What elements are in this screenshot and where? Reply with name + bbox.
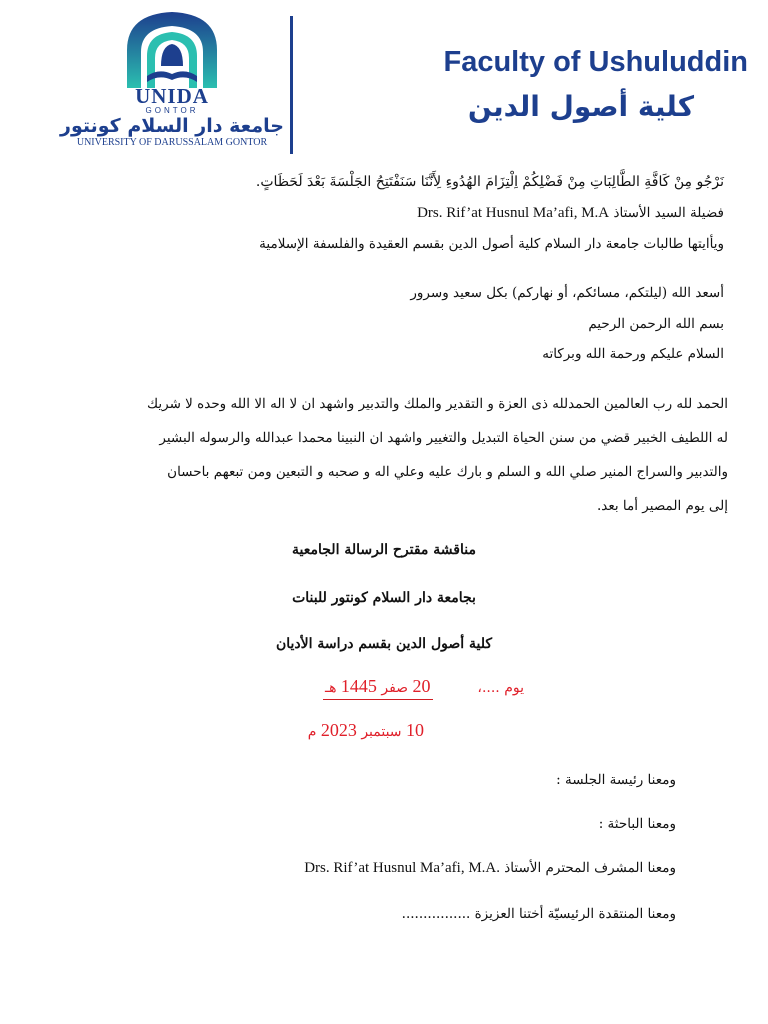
hijri-day: 20 [412,676,431,696]
title-line-2: بجامعة دار السلام كونتور للبنات [292,590,476,606]
unida-logo [56,10,288,158]
intro-line-1: نَرْجُو مِنْ كَافَّةِ الطَّالِبَاتِ مِنْ فَضْلِكُمْ اِلْتِزَامَ الهُدُوءِ لِأَنَّنَا سَنَفْتَتِحُ الجَلْسَةَ بَعْدَ لَحَظَاتٍ. [255,174,724,190]
faculty-title-ar: كلية أصول الدين [467,90,694,123]
greg-day: 10 [406,720,424,740]
intro-line-2 [417,203,724,223]
supervisor-title: ومعنا المشرف المحترم الأستاذ [504,860,676,876]
hijri-month: صفر [381,680,409,696]
praise-line-1: الحمد لله رب العالمين الحمدلله ذى العزة و التقدير والملك والتدبير واشهد ان لا اله الا الله وحده لا شريك [146,396,728,412]
attendance-researcher: ومعنا الباحثة : [598,816,676,832]
title-line-3: كلية أصول الدين بقسم دراسة الأديان [275,636,493,652]
hijri-suffix: هـ [324,680,337,696]
praise-line-3: والتدبير والسراج المنير صلي الله و السلم و بارك عليه وعلي اله و صحبه و التبعين ومن تبعهم باحسان [167,464,728,480]
intro-name: Drs. Rif’at Husnul Ma’afi, M.A [417,205,610,221]
greeting-line-3: السلام عليكم ورحمة الله وبركاته [542,346,724,362]
greg-month: سبتمبر [361,724,402,740]
attendance-examiner: ومعنا المنتقدة الرئيسيّة أختنا العزيزة ................ [401,906,676,922]
faculty-title-en: Faculty of Ushuluddin [443,46,748,78]
attendance-chair: ومعنا رئيسة الجلسة : [556,772,676,788]
hijri-year: 1445 [340,676,377,696]
day-label: يوم ....، [477,680,524,696]
logo-unida-text: UNIDA [135,84,209,108]
attendance-supervisor [304,860,676,877]
title-line-1: مناقشة مقترح الرسالة الجامعية [292,542,476,558]
logo-university-text: UNIVERSITY OF DARUSSALAM GONTOR [76,137,268,148]
intro-line-3: ويأايتها طالبات جامعة دار السلام كلية أصول الدين بقسم العقيدة والفلسفة الإسلامية [259,236,724,252]
supervisor-name: Drs. Rif’at Husnul Ma’afi, M.A. [304,860,500,876]
greeting-line-2: بسم الله الرحمن الرحيم [588,316,724,332]
greg-year: 2023 [320,720,357,740]
praise-line-2: له اللطيف الخبير قضي من سنن الحياة التبديل والتغيير واشهد ان النبينا محمدا عبدالله والرسوله البشير [159,430,728,446]
praise-line-4: إلى يوم المصير أما بعد. [596,498,728,514]
logo-arabic-text: جامعة دار السلام كونتور [60,115,284,137]
unida-emblem-icon [117,10,227,88]
logo-gontor-text: GONTOR [145,106,199,115]
greg-suffix: م [307,724,317,740]
greeting-line-1: أسعد الله (ليلتكم، مسائكم، أو نهاركم) بكل سعيد وسرور [410,285,724,301]
hijri-date-row [323,676,524,700]
header-divider [290,16,293,154]
hijri-date [323,676,433,700]
gregorian-date [308,720,424,741]
intro-title-ar: فضيلة السيد الأستاذ [613,205,724,221]
